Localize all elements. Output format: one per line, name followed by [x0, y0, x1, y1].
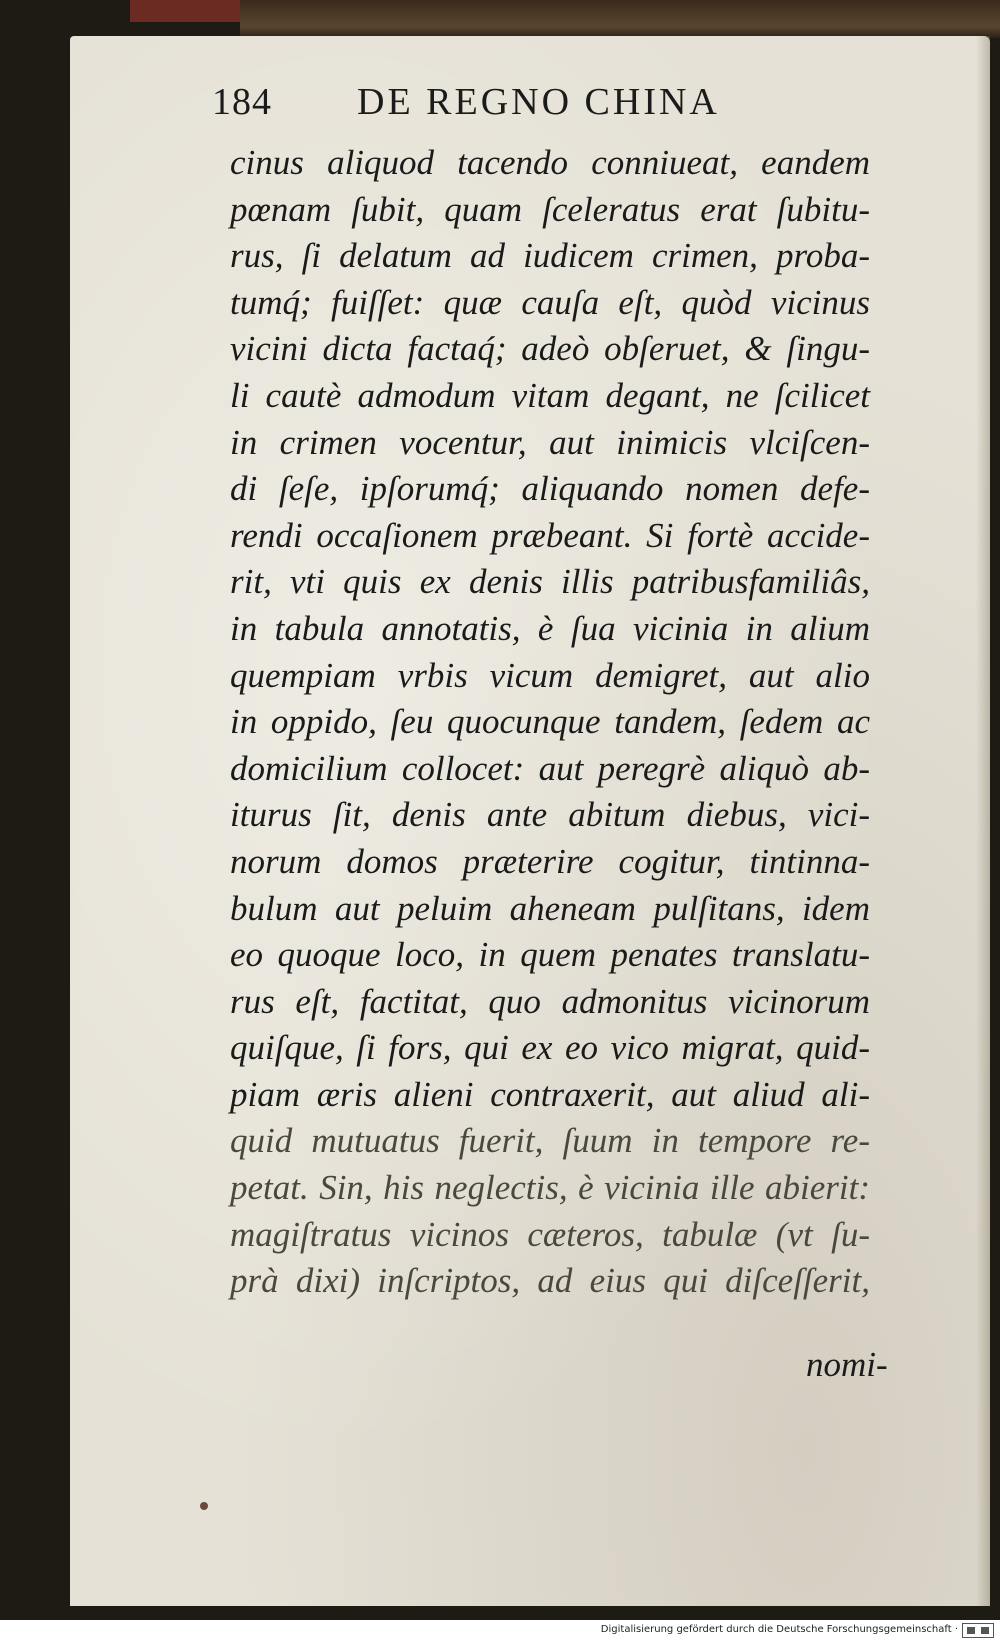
- body-text: [230, 140, 870, 1305]
- text-line: pœnam ſubit, quam ſceleratus erat ſubitu-: [230, 189, 870, 229]
- text-line: tumq́; fuiſſet: quæ cauſa eſt, quòd vicinus: [230, 282, 870, 322]
- text-line: in tabula annotatis, è ſua vicinia in alium: [230, 608, 870, 648]
- text-line: in oppido, ſeu quocunque tandem, ſedem ac: [230, 702, 870, 742]
- text-line: bulum aut peluim aheneam pulſitans, idem: [230, 888, 870, 928]
- text-line: domicilium collocet: aut peregrè aliquò ab-: [230, 748, 870, 788]
- text-line: petat. Sin, his neglectis, è vicinia ille abierit:: [230, 1168, 870, 1208]
- text-line: li cautè admodum vitam degant, ne ſcilicet: [230, 375, 870, 415]
- text-line: vicini dicta factaq́; adeò obſeruet, & ſingu-: [230, 329, 870, 369]
- text-line: eo quoque loco, in quem penates translatu-: [230, 935, 870, 975]
- text-line: in crimen vocentur, aut inimicis vlciſcen-: [230, 422, 870, 462]
- funding-credit: Digitalisierung gefördert durch die Deutsche Forschungsgemeinschaft ·: [600, 1624, 958, 1635]
- catchword: nomi-: [806, 1345, 888, 1384]
- text-line: prà dixi) inſcriptos, ad eius qui diſceſſerit,: [230, 1261, 870, 1301]
- text-line: cinus aliquod tacendo conniueat, eandem: [230, 143, 870, 182]
- dfg-logo-icon: [962, 1623, 994, 1638]
- running-title: DE REGNO CHINA: [357, 81, 720, 123]
- text-line: rit, vti quis ex denis illis patribusfamiliâs,: [230, 562, 870, 602]
- text-line: quempiam vrbis vicum demigret, aut alio: [230, 655, 870, 695]
- text-line: norum domos præterire cogitur, tintinna-: [230, 841, 870, 881]
- text-line: quiſque, ſi fors, qui ex eo vico migrat, quid-: [230, 1028, 870, 1068]
- text-line: rendi occaſionem præbeant. Si fortè accide-: [230, 515, 870, 555]
- page-number: 184: [212, 81, 272, 123]
- book-edge: [240, 0, 1000, 38]
- text-line: iturus ſit, denis ante abitum diebus, vici-: [230, 795, 870, 835]
- text-line: magiſtratus vicinos cæteros, tabulæ (vt ſu-: [230, 1214, 870, 1254]
- text-line: rus, ſi delatum ad iudicem crimen, proba-: [230, 236, 870, 276]
- text-line: rus eſt, factitat, quo admonitus vicinorum: [230, 981, 870, 1021]
- text-line: quid mutuatus fuerit, ſuum in tempore re-: [230, 1121, 870, 1161]
- page-header: [212, 80, 892, 130]
- text-line: piam æris alieni contraxerit, aut aliud ali-: [230, 1074, 870, 1114]
- text-line: di ſeſe, ipſorumq́; aliquando nomen defe-: [230, 469, 870, 509]
- page-gutter-shadow: [976, 36, 990, 1606]
- ink-spot: [200, 1502, 208, 1510]
